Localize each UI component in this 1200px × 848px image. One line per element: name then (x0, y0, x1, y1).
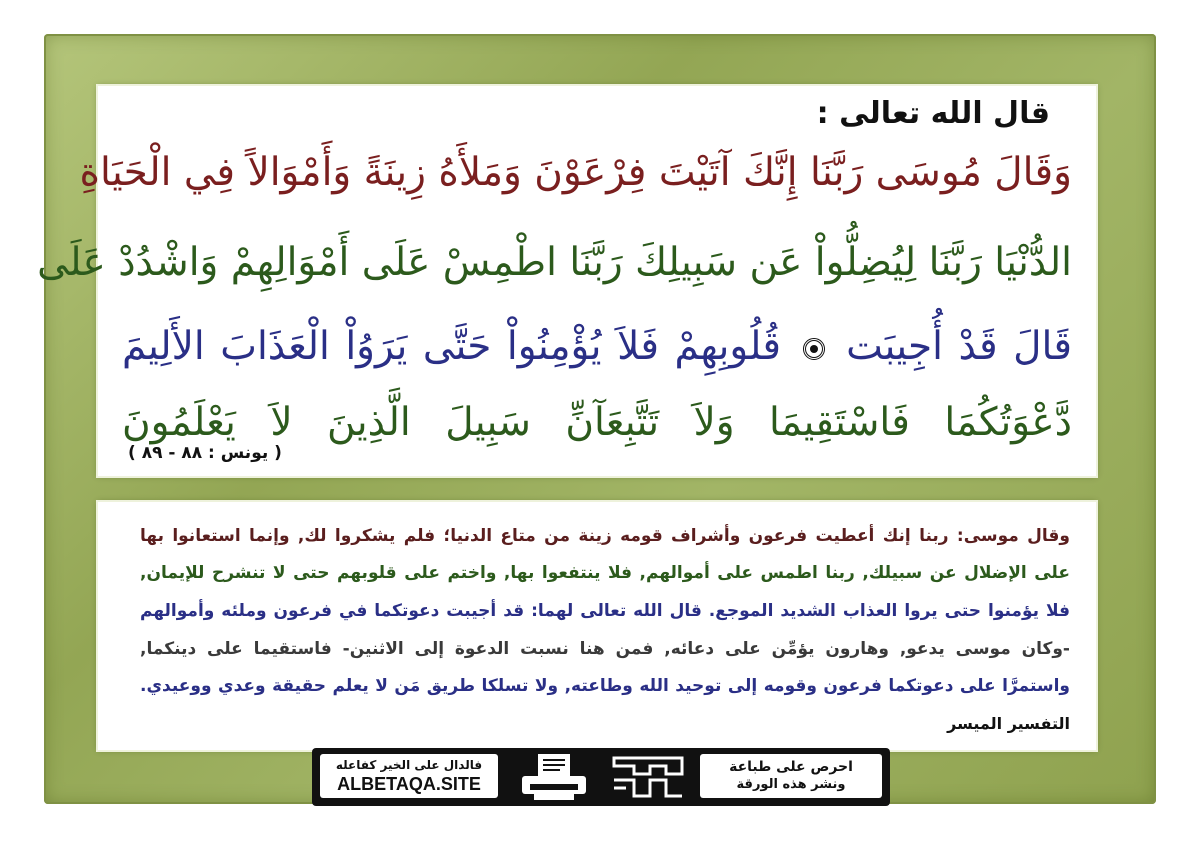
verse-line-2: الدُّنْيَا رَبَّنَا لِيُضِلُّواْ عَن سَبِيلِكَ رَبَّنَا اطْمِسْ عَلَى أَمْوَالِهِمْ وَاشْدُدْ عَلَى (37, 240, 1072, 285)
verse-line-4: دَّعْوَتُكُمَا فَاسْتَقِيمَا وَلاَ تَتَّبِعَآنِّ سَبِيلَ الَّذِينَ لاَ يَعْلَمُونَ (122, 400, 1072, 445)
verse-line-3-start: قُلُوبِهِمْ فَلاَ يُؤْمِنُواْ حَتَّى يَرَوُاْ الْعَذَابَ الأَلِيمَ (122, 324, 782, 369)
ayah-end-icon (803, 338, 825, 360)
printer-icon (516, 750, 592, 804)
quote-intro: قال الله تعالى : (816, 96, 1050, 131)
verse-line-3 (122, 324, 1073, 369)
appeal-line-1: احرص على طباعة (729, 759, 853, 775)
dawa-logo-icon (606, 750, 690, 804)
verse-line-1: وَقَالَ مُوسَى رَبَّنَا إِنَّكَ آتَيْتَ فِرْعَوْنَ وَمَلأَهُ زِينَةً وَأَمْوَالاً فِي الْحَيَاةِ (79, 150, 1072, 195)
site-link[interactable]: ALBETAQA.SITE (337, 774, 481, 794)
appeal-line-2: ونشر هذه الورقة (736, 777, 846, 792)
print-appeal-box (700, 754, 882, 798)
surah-reference: ( يونس : ٨٨ - ٨٩ ) (128, 443, 282, 463)
tafsir-line-2: على الإضلال عن سبيلك, ربنا اطمس على أموالهم, فلا ينتفعوا بها, واختم على قلوبهم حتى لا تنشرح للإيمان, (140, 563, 1070, 583)
tafsir-line-5: واستمرَّا على دعوتكما فرعون وقومه إلى توحيد الله وطاعته, ولا تسلكا طريق مَن لا يعلم حقيقة وعدي ووعيدي. (140, 676, 1070, 696)
tafsir-line-3: فلا يؤمنوا حتى يروا العذاب الشديد الموجع. قال الله تعالى لهما: قد أجيبت دعوتكما في فرعون وملئه وأموالهم (140, 601, 1070, 621)
tafsir-line-4: -وكان موسى يدعو, وهارون يؤمِّن على دعائه, فمن هنا نسبت الدعوة إلى الاثنين- فاستقيما على دينكما, (140, 639, 1070, 659)
verse-line-3-end-of-ayah: قَالَ قَدْ أُجِيبَت (846, 324, 1073, 369)
site-box (320, 754, 498, 798)
tafsir-line-1: وقال موسى: ربنا إنك أعطيت فرعون وأشراف قومه زينة من متاع الدنيا؛ فلم يشكروا لك, وإنما استعانوا بها (140, 526, 1070, 546)
motto-text: فالدال على الخير كفاعله (335, 758, 483, 772)
tafsir-source: التفسير الميسر (947, 714, 1070, 733)
